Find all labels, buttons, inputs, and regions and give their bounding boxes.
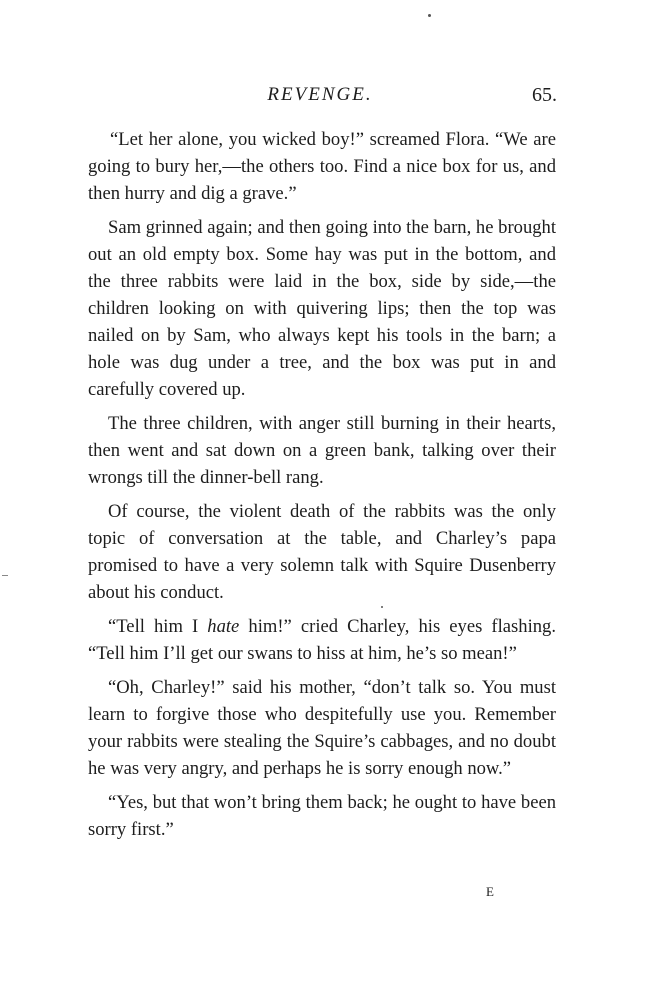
ink-speck bbox=[381, 606, 383, 608]
running-title: REVENGE. bbox=[267, 84, 373, 105]
signature-mark: E bbox=[486, 884, 495, 899]
paragraph-2: Sam grinned again; and then going into the barn, he brought out an old empty box. Some hay was put in the bottom, and the three rabbits were laid in the box, side by side,—the children looking on with quivering lips; then the top was nailed on by Sam, who always kept his tools in the barn; a hole was dug under a tree, and the box was put in and carefully covered up. bbox=[88, 217, 556, 400]
page-number: 65. bbox=[532, 84, 557, 106]
paragraph-6: “Oh, Charley!” said his mother, “don’t talk so. You must learn to forgive those who despitefully use you. Remember your rabbits were stealing the Squire’s cabbages, and no doubt he was very angry, and perhaps he is sorry enough now.” bbox=[88, 677, 556, 779]
body-text bbox=[88, 126, 556, 850]
paragraph-7: “Yes, but that won’t bring them back; he ought to have been sorry first.” bbox=[88, 792, 556, 840]
paragraph-1: “Let her alone, you wicked boy!” screamed Flora. “We are going to bury her,—the others too. Find a nice box for us, and then hurry and dig a grave.” bbox=[88, 129, 556, 204]
paragraph-4: Of course, the violent death of the rabbits was the only topic of conversation at the table, and Charley’s papa promised to have a very solemn talk with Squire Dusenberry about his conduct. bbox=[88, 501, 556, 603]
paragraph-5 bbox=[88, 613, 556, 667]
margin-mark bbox=[2, 575, 8, 576]
ink-speck bbox=[428, 14, 431, 17]
paragraph-5-end: him!” cried Charley, his eyes flashing. “Tell him I’ll get our swans to hiss at him, he’s so mean!” bbox=[88, 616, 556, 664]
paragraph-3: The three children, with anger still burning in their hearts, then went and sat down on a green bank, talking over their wrongs till the dinner-bell rang. bbox=[88, 413, 556, 488]
emphasized-word: hate bbox=[207, 616, 240, 637]
paragraph-5-start: “Tell him I bbox=[108, 616, 208, 637]
running-head bbox=[0, 84, 672, 114]
